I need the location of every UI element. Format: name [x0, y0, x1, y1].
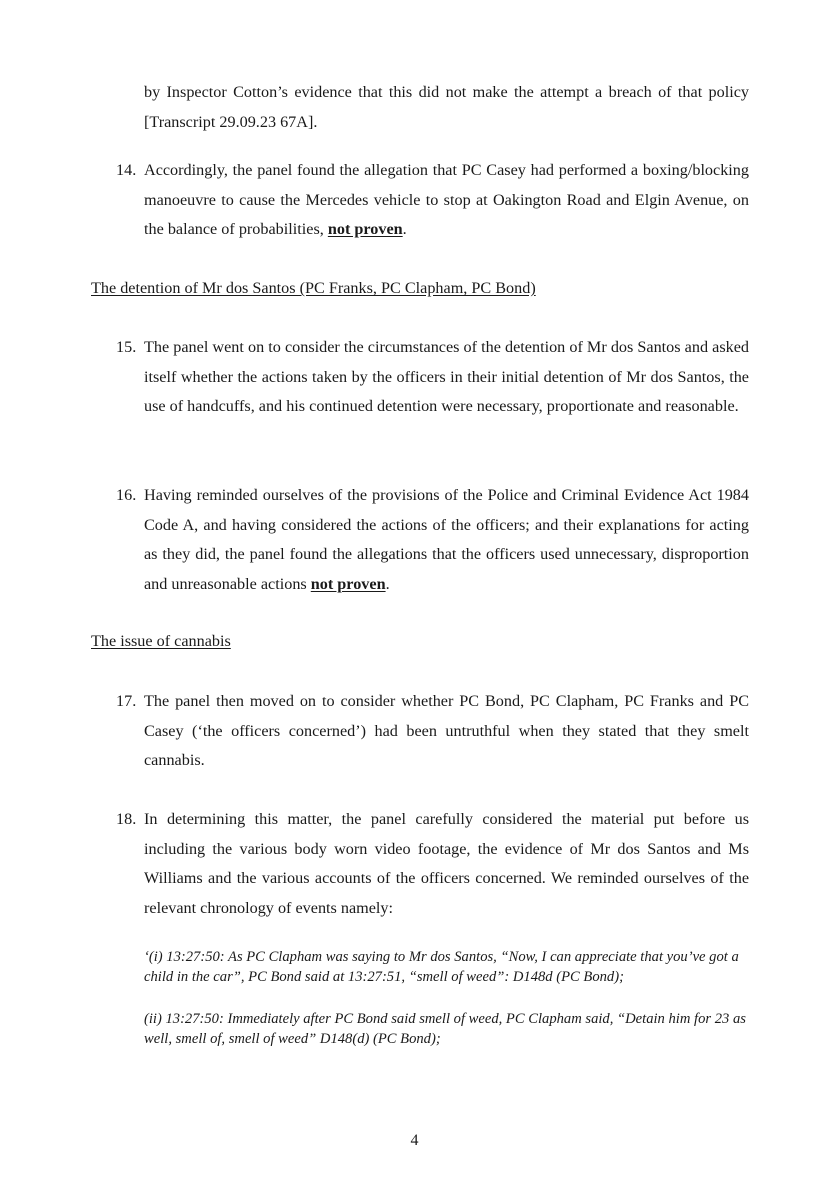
finding-not-proven: not proven: [310, 574, 386, 593]
paragraph-text: In determining this matter, the panel carefully considered the material put before us including the various body worn video footage, the evidence of Mr dos Santos and Ms Williams and the various accounts of the officers concerned. We reminded ourselves of the relevant chronology of events namely:: [144, 810, 749, 917]
paragraph-text: The panel then moved on to consider whether PC Bond, PC Clapham, PC Franks and PC Casey (‘the officers concerned’) had been untruthful when they stated that they smelt cannabis.: [144, 692, 749, 769]
paragraph-17: [116, 687, 749, 776]
paragraph-text: The panel went on to consider the circumstances of the detention of Mr dos Santos and asked itself whether the actions taken by the officers in their initial detention of Mr dos Santos, the use of handcuffs, and his continued detention were necessary, proportionate and reasonable.: [144, 338, 749, 415]
finding-not-proven: not proven: [327, 220, 403, 238]
paragraph-number: 17.: [116, 692, 137, 710]
continuation-paragraph: [144, 78, 749, 137]
paragraph-text: Having reminded ourselves of the provisions of the Police and Criminal Evidence Act 1984 Code A, and having considered the actions of the officers; and their explanations for acting as they did, the panel found the allegations that the officers used unnecessary, disproportion and unreasonable actions: [144, 486, 749, 593]
paragraph-14: [116, 156, 749, 245]
paragraph-number: 16.: [116, 486, 137, 504]
paragraph-end: .: [385, 574, 390, 593]
paragraph-16: [116, 481, 749, 599]
heading-detention: The detention of Mr dos Santos (PC Franks, PC Clapham, PC Bond): [91, 279, 536, 297]
paragraph-text: Accordingly, the panel found the allegation that PC Casey had performed a boxing/blocking manoeuvre to cause the Mercedes vehicle to stop at Oakington Road and Elgin Avenue, on the balance of probabilities,: [144, 161, 749, 238]
paragraph-15: [116, 333, 749, 422]
continuation-text: by Inspector Cotton’s evidence that this did not make the attempt a breach of that policy [Transcript 29.09.23 67A].: [144, 83, 749, 131]
paragraph-number: 15.: [116, 338, 137, 356]
paragraph-18: [116, 805, 749, 923]
paragraph-number: 18.: [116, 810, 137, 828]
heading-cannabis: The issue of cannabis: [91, 632, 231, 650]
paragraph-end: .: [402, 220, 407, 238]
page-number: 4: [410, 1132, 419, 1149]
quote-item-ii: (ii) 13:27:50: Immediately after PC Bond said smell of weed, PC Clapham said, “Detain him for 23 as well, smell of, smell of weed” D148(d) (PC Bond);: [144, 1011, 746, 1047]
paragraph-number: 14.: [116, 161, 137, 179]
quote-item-i: ‘(i) 13:27:50: As PC Clapham was saying to Mr dos Santos, “Now, I can appreciate that you’ve got a child in the car”, PC Bond said at 13:27:51, “smell of weed”: D148d (PC Bond);: [144, 949, 739, 985]
